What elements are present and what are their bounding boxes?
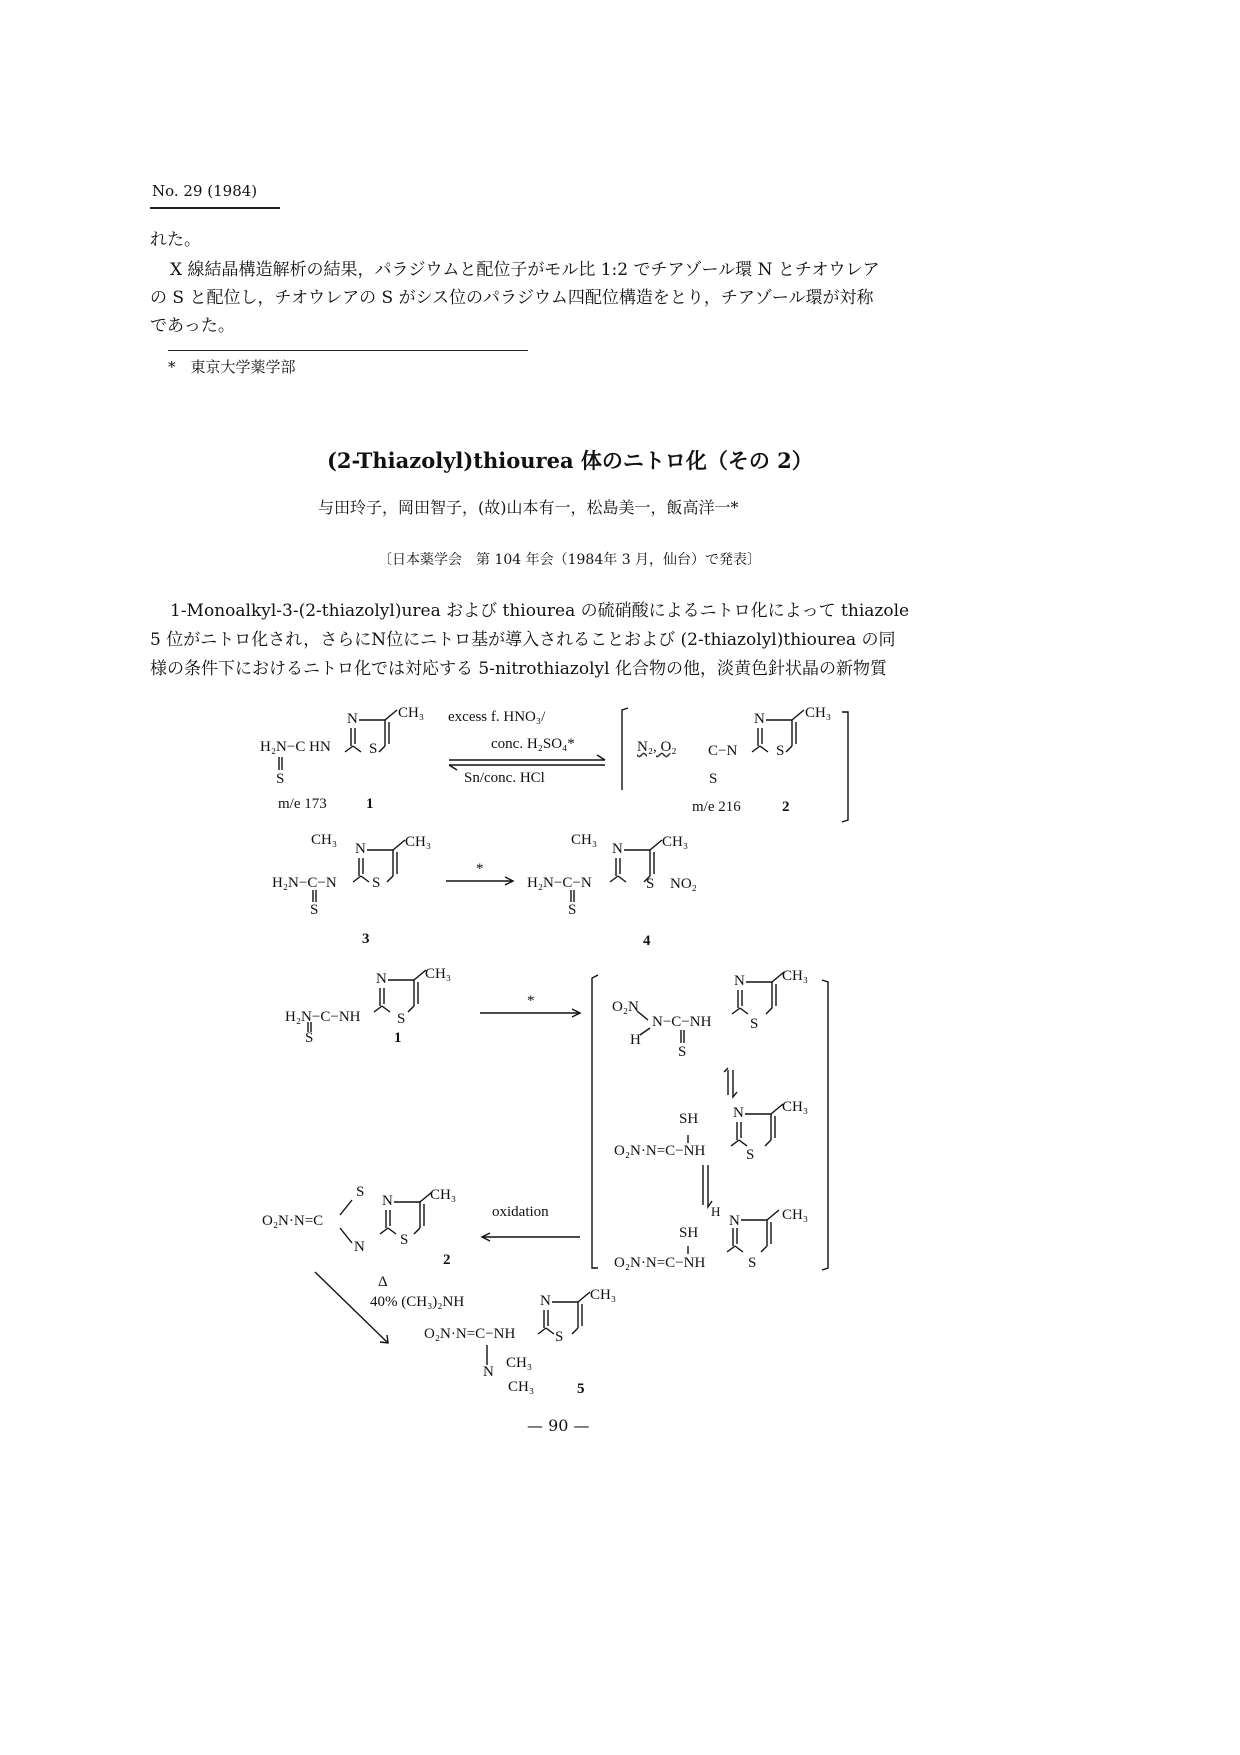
- reaction-condition: *: [527, 993, 535, 1009]
- bond-line: [361, 876, 369, 882]
- mass-label: m/e 216: [692, 799, 741, 815]
- meeting-info: 〔日本薬学会 第 104 年会（1984年 3 月，仙台）で発表〕: [378, 552, 762, 568]
- atom-label: S: [400, 1232, 409, 1248]
- atom-label: CH₃: [425, 966, 452, 982]
- bond-line: [393, 840, 405, 850]
- atom-label: S: [746, 1147, 755, 1163]
- atom-label: S: [678, 1044, 687, 1060]
- atom-label: S: [750, 1016, 759, 1032]
- bond-line: [786, 746, 792, 752]
- bond-line: [387, 876, 393, 882]
- atom-label: SH: [679, 1225, 699, 1241]
- journal-issue: No. 29 (1984): [152, 182, 258, 200]
- paragraph-line: 1-Monoalkyl-3-(2-thiazolyl)urea および thiourea の硫硝酸によるニトロ化によって thiazole: [170, 601, 910, 621]
- continuation-text: れた。: [150, 230, 201, 250]
- atom-label: H₂N−C−NH: [285, 1009, 361, 1025]
- atom-label: O₂N: [612, 999, 639, 1015]
- atom-label: H₂N−C−N: [527, 875, 592, 891]
- bond-line: [727, 1246, 735, 1252]
- atom-label: N−C−NH: [652, 1014, 712, 1030]
- atom-label: CH₃: [398, 705, 425, 721]
- bond-line: [572, 1328, 578, 1334]
- atom-label: CH₃: [590, 1287, 617, 1303]
- bond-line: [792, 710, 804, 720]
- atom-label: CH₃: [805, 705, 832, 721]
- compound-number: 5: [577, 1381, 585, 1397]
- bond-line: [546, 1328, 554, 1334]
- bond-line: [385, 710, 397, 720]
- atom-label: O₂N·N=C−NH: [424, 1326, 516, 1342]
- atom-label: C−N: [708, 743, 738, 759]
- bond-line: [353, 746, 361, 752]
- atom-label: N: [733, 1105, 744, 1121]
- atom-label: CH₃: [508, 1379, 535, 1395]
- atom-label: SH: [679, 1111, 699, 1127]
- compound-number: 4: [643, 933, 651, 949]
- atom-label: H: [711, 1204, 721, 1219]
- bond-line: [766, 1008, 772, 1014]
- atom-label: N: [382, 1193, 393, 1209]
- atom-label: H: [630, 1032, 641, 1048]
- bond-line: [767, 1210, 779, 1220]
- atom-label: S: [555, 1329, 564, 1345]
- bond-line: [760, 746, 768, 752]
- compound-number: 1: [394, 1030, 402, 1046]
- atom-label: CH₃: [571, 832, 598, 848]
- atom-label: S: [776, 743, 785, 759]
- reaction-condition: Δ: [378, 1274, 388, 1290]
- atom-label: S: [276, 771, 285, 787]
- bond-line: [388, 1228, 396, 1234]
- bond-line: [765, 1140, 771, 1146]
- compound-number: 3: [362, 931, 370, 947]
- atom-label: S: [356, 1184, 365, 1200]
- paragraph-line: X 線結晶構造解析の結果，パラジウムと配位子がモル比 1:2 でチアゾール環 N とチオウレア: [170, 260, 880, 280]
- page-number: — 90 —: [527, 1416, 590, 1435]
- atom-label: CH₃: [506, 1355, 533, 1371]
- atom-label: S: [709, 771, 718, 787]
- atom-label: CH₃: [405, 834, 432, 850]
- reaction-condition: oxidation: [492, 1204, 549, 1220]
- reagent-label: excess f. HNO₃/: [448, 709, 546, 725]
- atom-label: N: [754, 711, 765, 727]
- atom-label: O₂N·N=C−NH: [614, 1255, 706, 1271]
- article-title: (2-Thiazolyl)thiourea 体のニトロ化（その 2）: [327, 448, 813, 473]
- bond-line: [650, 840, 662, 850]
- atom-label: S: [310, 902, 319, 918]
- atom-label: CH₃: [782, 968, 809, 984]
- bond-line: [735, 1246, 743, 1252]
- reaction-condition: 40% (CH₃)₂NH: [370, 1294, 465, 1310]
- bond-line: [739, 1140, 747, 1146]
- atom-label: NO₂: [670, 876, 697, 892]
- paragraph-line: であった。: [150, 316, 235, 336]
- compound-number: 2: [782, 799, 790, 815]
- article-authors: 与田玲子，岡田智子，(故)山本有一，松島美一，飯高洋一*: [318, 498, 739, 517]
- bond-line: [618, 876, 626, 882]
- atom-label: N: [729, 1213, 740, 1229]
- compound-number: 2: [443, 1252, 451, 1268]
- atom-label: N: [376, 971, 387, 987]
- paragraph-line: の S と配位し，チオウレアの S がシス位のパラジウム四配位構造をとり，チアゾール環が対称: [150, 288, 874, 308]
- bond-line: [538, 1328, 546, 1334]
- atom-label: S: [397, 1011, 406, 1027]
- bond-line: [610, 876, 618, 882]
- atom-label: CH₃: [782, 1099, 809, 1115]
- reaction-condition: *: [476, 861, 484, 877]
- atom-label: CH₃: [311, 832, 338, 848]
- atom-label: CH₃: [430, 1187, 457, 1203]
- bond-line: [578, 1292, 590, 1302]
- atom-label: N: [355, 841, 366, 857]
- atom-label: O₂N·N=C−NH: [614, 1143, 706, 1159]
- bond-line: [732, 1008, 740, 1014]
- atom-label: S: [372, 875, 381, 891]
- bond-line: [380, 1228, 388, 1234]
- atom-label: N: [540, 1293, 551, 1309]
- paragraph-line: 5 位がニトロ化され，さらにN位にニトロ基が導入されることおよび (2-thiazolyl)thiourea の同: [150, 630, 896, 650]
- atom-label: S: [305, 1030, 314, 1046]
- atom-label: O₂N·N=C: [262, 1213, 324, 1229]
- bond-line: [379, 746, 385, 752]
- bond-line: [761, 1246, 767, 1252]
- atom-label: H₂N−C HN: [260, 739, 331, 755]
- byproduct-label: N₂, O₂: [637, 739, 677, 755]
- atom-label: S: [568, 902, 577, 918]
- bond-line: [752, 746, 760, 752]
- footnote: * 東京大学薬学部: [168, 358, 296, 376]
- bond-line: [353, 876, 361, 882]
- bond-line: [382, 1006, 390, 1012]
- bond-line: [414, 1228, 420, 1234]
- atom-label: S: [369, 741, 378, 757]
- atom-label: CH₃: [662, 834, 689, 850]
- bond-line: [374, 1006, 382, 1012]
- atom-label: S: [646, 876, 655, 892]
- atom-label: N: [347, 711, 358, 727]
- atom-label: N: [612, 841, 623, 857]
- atom-label: N: [354, 1239, 365, 1255]
- reagent-label: conc. H₂SO₄*: [491, 736, 575, 752]
- bond-line: [345, 746, 353, 752]
- atom-label: CH₃: [782, 1207, 809, 1223]
- atom-label: S: [748, 1255, 757, 1271]
- paragraph-line: 様の条件下におけるニトロ化では対応する 5-nitrothiazolyl 化合物の他，淡黄色針状晶の新物質: [150, 659, 887, 679]
- atom-label: N: [483, 1364, 494, 1380]
- bond-line: [731, 1140, 739, 1146]
- bond-line: [740, 1008, 748, 1014]
- mass-label: m/e 173: [278, 796, 327, 812]
- bond-line: [408, 1006, 414, 1012]
- compound-number: 1: [366, 796, 374, 812]
- reagent-label: Sn/conc. HCl: [464, 770, 545, 786]
- atom-label: N: [734, 973, 745, 989]
- atom-label: H₂N−C−N: [272, 875, 337, 891]
